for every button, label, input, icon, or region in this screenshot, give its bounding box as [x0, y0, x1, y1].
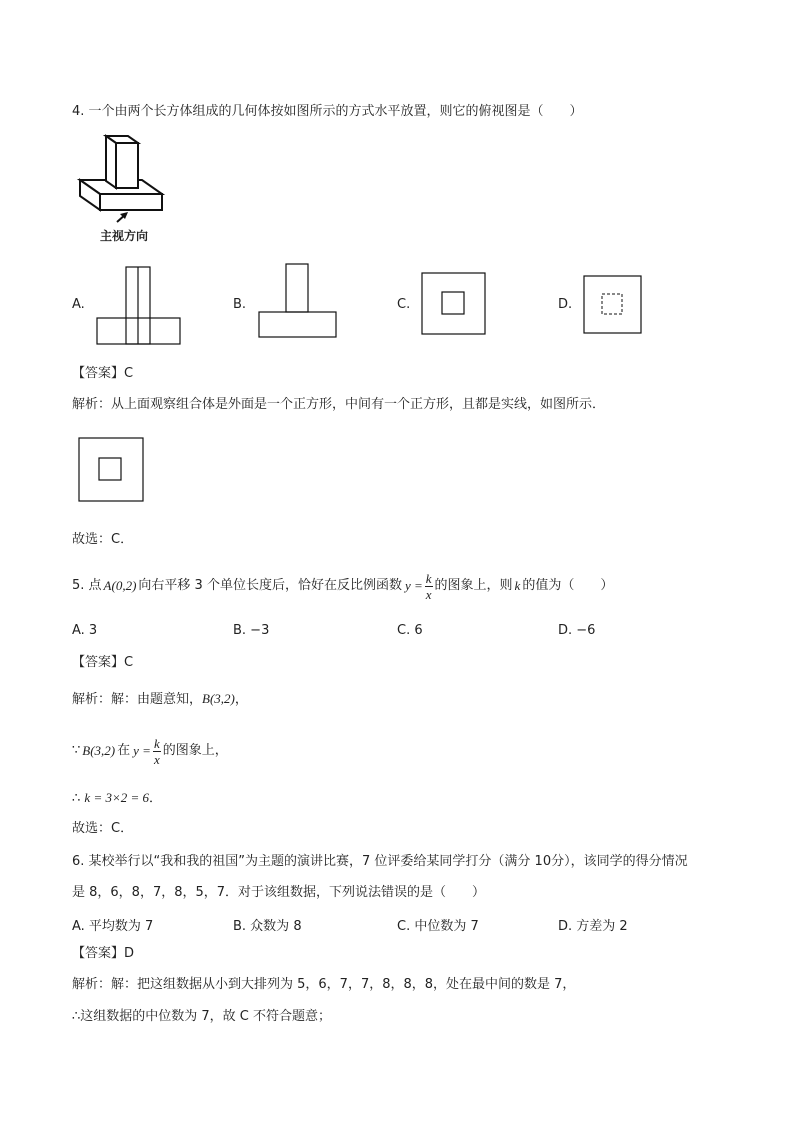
q4-analysis-figure	[78, 437, 146, 503]
q5-fraction-num: k	[425, 570, 432, 586]
q5-calc: k = 3×2 = 6	[84, 790, 150, 805]
q6-option-c: C. 中位数为 7	[397, 919, 479, 934]
because-symbol: ∵	[72, 743, 81, 758]
q5-fraction2-den: x	[153, 751, 160, 767]
q6-answer: 【答案】D	[72, 946, 135, 961]
q4-option-d-label: D.	[558, 297, 573, 312]
q4-option-b-label: B.	[233, 297, 247, 312]
q4-option-c-figure	[421, 272, 487, 336]
q5-stem-b: 向右平移 3 个单位长度后，恰好在反比例函数	[138, 578, 402, 593]
q4-conclusion: 故选：C．	[72, 532, 134, 547]
q5-stem-d: 的值为（ ）	[522, 578, 614, 593]
q6-option-d: D. 方差为 2	[558, 919, 628, 934]
q5-option-b: B. −3	[233, 623, 270, 638]
q5-on-graph: 的图象上，	[162, 743, 228, 758]
q6-option-b: B. 众数为 8	[233, 919, 302, 934]
q5-analysis-line1	[72, 690, 248, 709]
q5-stem-a: 5. 点	[72, 578, 102, 593]
q6-option-a: A. 平均数为 7	[72, 919, 154, 934]
q5-in-text: 在	[117, 743, 131, 758]
q4-option-c-label: C.	[397, 297, 411, 312]
q5-fraction-den: x	[425, 586, 432, 602]
q4-answer: 【答案】C	[72, 366, 134, 381]
q6-analysis-line2: ∴这组数据的中位数为 7，故 C 不符合题意；	[72, 1009, 332, 1024]
therefore-symbol: ∴	[72, 791, 81, 806]
q5-fraction2-num: k	[153, 735, 160, 751]
q5-option-a: A. 3	[72, 623, 98, 638]
q5-analysis-a-end: ，	[234, 692, 248, 707]
q5-var-k: k	[514, 578, 521, 593]
view-direction-label: 主视方向	[100, 229, 149, 243]
q4-solid-figure	[70, 128, 180, 223]
q5-analysis-a: 解析：解：由题意知，	[72, 692, 203, 707]
q5-conclusion: 故选：C．	[72, 821, 134, 836]
q6-analysis-line1: 解析：解：把这组数据从小到大排列为 5，6，7，7，8，8，8，处在最中间的数是 7，	[72, 977, 576, 992]
q6-stem-line2: 是 8，6，8，7，8，5，7．对于该组数据，下列说法错误的是（ ）	[72, 885, 486, 900]
q5-calc-end: ．	[149, 791, 163, 806]
q5-answer: 【答案】C	[72, 655, 134, 670]
q6-stem-line1: 6. 某校举行以“我和我的祖国”为主题的演讲比赛，7 位评委给某同学打分（满分 10分），该同学的得分情况	[72, 854, 688, 869]
q4-option-b-figure	[258, 263, 340, 339]
q5-func-lhs: y =	[404, 578, 423, 593]
q4-option-d-figure	[583, 275, 643, 335]
q4-option-a-label: A.	[72, 297, 85, 312]
q5-analysis-line2	[72, 733, 228, 769]
q4-analysis: 解析：从上面观察组合体是外面是一个正方形，中间有一个正方形，且都是实线，如图所示．	[72, 397, 606, 412]
q5-analysis-line3	[72, 789, 162, 808]
q5-point-b2: B(3,2)	[82, 743, 116, 758]
q4-stem: 4. 一个由两个长方体组成的几何体按如图所示的方式水平放置，则它的俯视图是（ ）	[72, 104, 583, 119]
q5-stem-c: 的图象上，则	[434, 578, 513, 593]
q5-point-a: A(0,2)	[103, 578, 137, 593]
q4-option-a-figure	[96, 266, 182, 346]
q5-fraction	[425, 571, 433, 602]
q5-fraction2	[153, 736, 161, 767]
q5-option-c: C. 6	[397, 623, 423, 638]
q5-stem	[72, 568, 613, 604]
q5-point-b: B(3,2)	[202, 691, 235, 706]
q5-option-d: D. −6	[558, 623, 596, 638]
q5-func-lhs2: y =	[133, 743, 151, 758]
